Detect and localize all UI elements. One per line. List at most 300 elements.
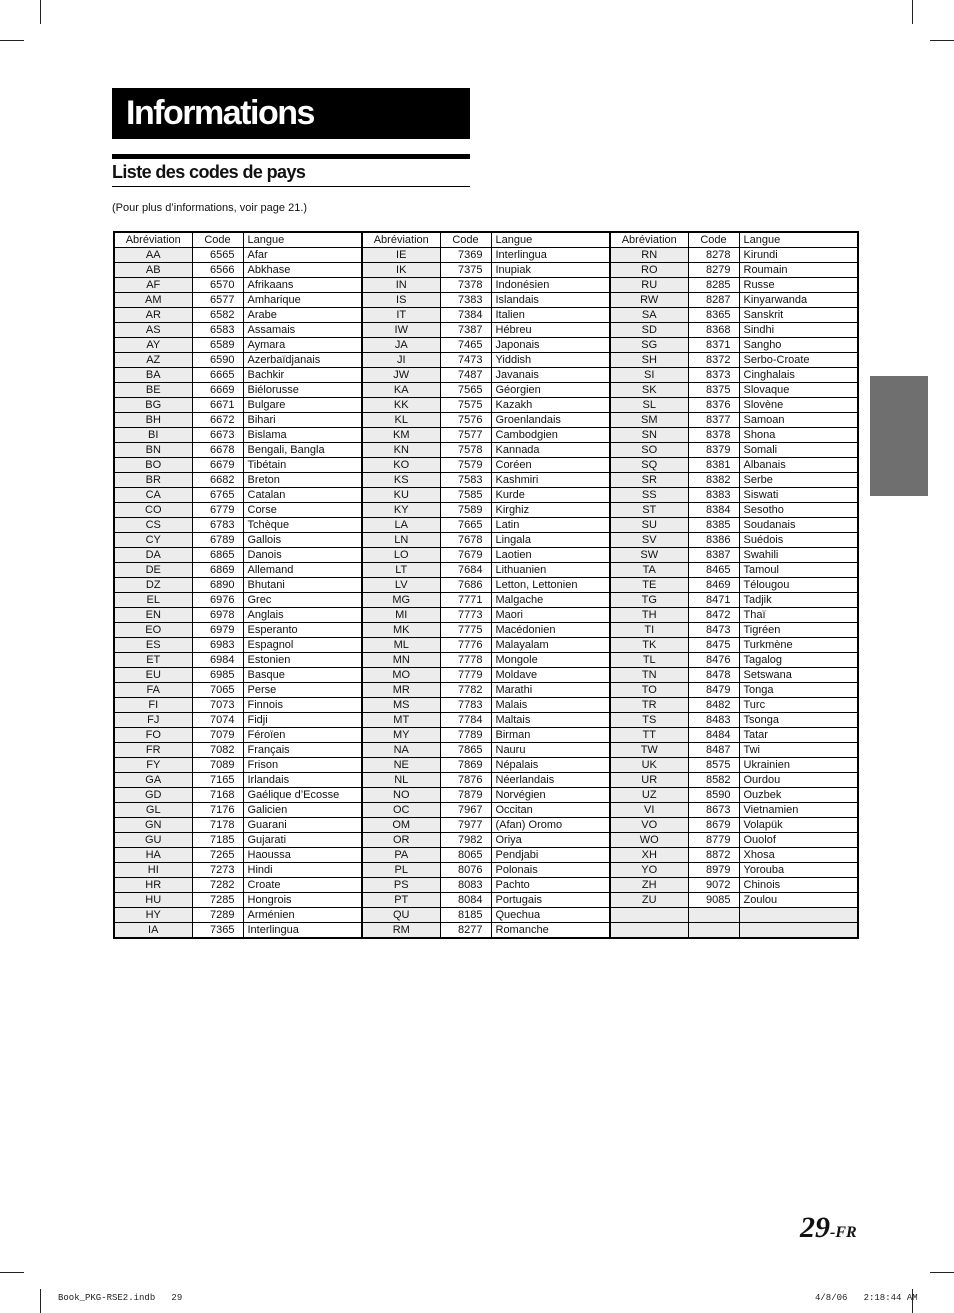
abbreviation-cell: SO bbox=[610, 443, 688, 458]
code-cell: 8487 bbox=[688, 743, 739, 758]
language-cell: Norvégien bbox=[491, 788, 610, 803]
abbreviation-cell: BN bbox=[114, 443, 192, 458]
language-cell: Pendjabi bbox=[491, 848, 610, 863]
language-cell: Sesotho bbox=[739, 503, 858, 518]
crop-mark bbox=[40, 1289, 41, 1313]
code-cell: 7487 bbox=[440, 368, 491, 383]
code-cell: 7185 bbox=[192, 833, 243, 848]
language-cell: Estonien bbox=[243, 653, 362, 668]
footer-file-info: Book_PKG-RSE2.indb 29 bbox=[58, 1293, 183, 1303]
code-cell: 8365 bbox=[688, 308, 739, 323]
code-cell: 8083 bbox=[440, 878, 491, 893]
table-row bbox=[114, 848, 858, 863]
code-cell: 7967 bbox=[440, 803, 491, 818]
code-cell: 8372 bbox=[688, 353, 739, 368]
abbreviation-cell: EU bbox=[114, 668, 192, 683]
section-title: Liste des codes de pays bbox=[112, 162, 306, 182]
table-row bbox=[114, 248, 858, 263]
abbreviation-cell: NL bbox=[362, 773, 440, 788]
abbreviation-cell: TL bbox=[610, 653, 688, 668]
table-row bbox=[114, 698, 858, 713]
code-cell: 7369 bbox=[440, 248, 491, 263]
language-cell: Grec bbox=[243, 593, 362, 608]
language-cell: Bulgare bbox=[243, 398, 362, 413]
code-cell: 7273 bbox=[192, 863, 243, 878]
code-cell: 7565 bbox=[440, 383, 491, 398]
code-cell: 7782 bbox=[440, 683, 491, 698]
abbreviation-cell: OC bbox=[362, 803, 440, 818]
code-cell bbox=[688, 908, 739, 923]
abbreviation-cell: SG bbox=[610, 338, 688, 353]
abbreviation-cell: RW bbox=[610, 293, 688, 308]
language-cell: Tadjik bbox=[739, 593, 858, 608]
abbreviation-cell: FI bbox=[114, 698, 192, 713]
table-row bbox=[114, 548, 858, 563]
abbreviation-cell bbox=[610, 923, 688, 939]
language-cell: Tagalog bbox=[739, 653, 858, 668]
abbreviation-cell: GD bbox=[114, 788, 192, 803]
language-cell: Haoussa bbox=[243, 848, 362, 863]
language-cell: Bihari bbox=[243, 413, 362, 428]
table-row bbox=[114, 488, 858, 503]
code-cell: 6582 bbox=[192, 308, 243, 323]
language-cell: Hongrois bbox=[243, 893, 362, 908]
language-cell: Swahili bbox=[739, 548, 858, 563]
code-cell: 8373 bbox=[688, 368, 739, 383]
language-cell: Catalan bbox=[243, 488, 362, 503]
language-cell: Thaï bbox=[739, 608, 858, 623]
abbreviation-cell: HY bbox=[114, 908, 192, 923]
abbreviation-cell: TR bbox=[610, 698, 688, 713]
code-cell: 8484 bbox=[688, 728, 739, 743]
abbreviation-cell: UK bbox=[610, 758, 688, 773]
abbreviation-cell: AY bbox=[114, 338, 192, 353]
language-cell: Ouolof bbox=[739, 833, 858, 848]
language-cell: Anglais bbox=[243, 608, 362, 623]
table-row bbox=[114, 578, 858, 593]
table-row bbox=[114, 308, 858, 323]
abbreviation-cell: SQ bbox=[610, 458, 688, 473]
abbreviation-cell: KS bbox=[362, 473, 440, 488]
table-row bbox=[114, 668, 858, 683]
code-cell: 7082 bbox=[192, 743, 243, 758]
abbreviation-cell: MG bbox=[362, 593, 440, 608]
language-cell: Malayalam bbox=[491, 638, 610, 653]
code-cell: 7585 bbox=[440, 488, 491, 503]
abbreviation-cell: TA bbox=[610, 563, 688, 578]
abbreviation-cell: HR bbox=[114, 878, 192, 893]
code-cell: 6678 bbox=[192, 443, 243, 458]
code-cell: 7876 bbox=[440, 773, 491, 788]
code-cell: 8277 bbox=[440, 923, 491, 939]
language-cell: Interlingua bbox=[243, 923, 362, 939]
table-row bbox=[114, 653, 858, 668]
code-cell: 8382 bbox=[688, 473, 739, 488]
language-cell: Moldave bbox=[491, 668, 610, 683]
language-cell: Arabe bbox=[243, 308, 362, 323]
language-cell: Soudanais bbox=[739, 518, 858, 533]
abbreviation-cell: DA bbox=[114, 548, 192, 563]
code-cell: 7583 bbox=[440, 473, 491, 488]
code-cell: 8482 bbox=[688, 698, 739, 713]
code-cell: 6583 bbox=[192, 323, 243, 338]
language-cell: Biélorusse bbox=[243, 383, 362, 398]
language-cell: Kinyarwanda bbox=[739, 293, 858, 308]
language-cell: Sindhi bbox=[739, 323, 858, 338]
language-cell: Shona bbox=[739, 428, 858, 443]
language-cell: Galicien bbox=[243, 803, 362, 818]
code-cell: 8375 bbox=[688, 383, 739, 398]
code-cell: 7783 bbox=[440, 698, 491, 713]
table-header-row bbox=[114, 232, 858, 248]
code-cell: 8379 bbox=[688, 443, 739, 458]
code-cell: 8371 bbox=[688, 338, 739, 353]
code-cell: 8679 bbox=[688, 818, 739, 833]
table-row bbox=[114, 908, 858, 923]
abbreviation-cell: LN bbox=[362, 533, 440, 548]
language-cell: Aymara bbox=[243, 338, 362, 353]
abbreviation-cell: KL bbox=[362, 413, 440, 428]
abbreviation-cell: LV bbox=[362, 578, 440, 593]
table-row bbox=[114, 518, 858, 533]
code-cell: 8378 bbox=[688, 428, 739, 443]
header-abbreviation: Abréviation bbox=[114, 232, 192, 248]
language-cell: Bislama bbox=[243, 428, 362, 443]
abbreviation-cell: FJ bbox=[114, 713, 192, 728]
code-cell: 7089 bbox=[192, 758, 243, 773]
header-language: Langue bbox=[491, 232, 610, 248]
language-cell: Géorgien bbox=[491, 383, 610, 398]
language-cell: Yorouba bbox=[739, 863, 858, 878]
language-cell: Suédois bbox=[739, 533, 858, 548]
language-cell: Frison bbox=[243, 758, 362, 773]
abbreviation-cell: SV bbox=[610, 533, 688, 548]
code-cell: 6566 bbox=[192, 263, 243, 278]
language-cell: Nauru bbox=[491, 743, 610, 758]
abbreviation-cell: EL bbox=[114, 593, 192, 608]
abbreviation-cell: SK bbox=[610, 383, 688, 398]
abbreviation-cell: PS bbox=[362, 878, 440, 893]
page-title: Informations bbox=[112, 88, 470, 139]
table-row bbox=[114, 818, 858, 833]
language-cell: Setswana bbox=[739, 668, 858, 683]
code-cell: 6565 bbox=[192, 248, 243, 263]
code-cell: 7073 bbox=[192, 698, 243, 713]
language-cell: Maltais bbox=[491, 713, 610, 728]
code-cell: 7879 bbox=[440, 788, 491, 803]
language-cell: Abkhase bbox=[243, 263, 362, 278]
language-cell: Groenlandais bbox=[491, 413, 610, 428]
abbreviation-cell: BI bbox=[114, 428, 192, 443]
language-cell: Javanais bbox=[491, 368, 610, 383]
language-cell: Lithuanien bbox=[491, 563, 610, 578]
table-row bbox=[114, 683, 858, 698]
language-cell: Danois bbox=[243, 548, 362, 563]
crop-mark bbox=[930, 1272, 954, 1273]
abbreviation-cell: FR bbox=[114, 743, 192, 758]
abbreviation-cell: MR bbox=[362, 683, 440, 698]
table-row bbox=[114, 638, 858, 653]
code-cell: 8872 bbox=[688, 848, 739, 863]
code-cell: 7176 bbox=[192, 803, 243, 818]
abbreviation-cell: EN bbox=[114, 608, 192, 623]
code-cell: 8673 bbox=[688, 803, 739, 818]
code-cell: 8285 bbox=[688, 278, 739, 293]
language-cell: Féroïen bbox=[243, 728, 362, 743]
language-cell: Ourdou bbox=[739, 773, 858, 788]
language-cell: Assamais bbox=[243, 323, 362, 338]
language-cell: Afar bbox=[243, 248, 362, 263]
language-cell: Bachkir bbox=[243, 368, 362, 383]
abbreviation-cell: TW bbox=[610, 743, 688, 758]
language-cell: Romanche bbox=[491, 923, 610, 939]
language-cell: Népalais bbox=[491, 758, 610, 773]
language-cell: Kurde bbox=[491, 488, 610, 503]
abbreviation-cell: PA bbox=[362, 848, 440, 863]
abbreviation-cell: CA bbox=[114, 488, 192, 503]
abbreviation-cell: GN bbox=[114, 818, 192, 833]
abbreviation-cell: FY bbox=[114, 758, 192, 773]
code-cell: 7684 bbox=[440, 563, 491, 578]
language-cell: Albanais bbox=[739, 458, 858, 473]
code-cell: 7378 bbox=[440, 278, 491, 293]
language-cell: Gallois bbox=[243, 533, 362, 548]
language-cell: Samoan bbox=[739, 413, 858, 428]
language-cell: Néerlandais bbox=[491, 773, 610, 788]
abbreviation-cell: OR bbox=[362, 833, 440, 848]
abbreviation-cell: ZH bbox=[610, 878, 688, 893]
abbreviation-cell: MS bbox=[362, 698, 440, 713]
language-cell: Tibétain bbox=[243, 458, 362, 473]
code-cell: 7779 bbox=[440, 668, 491, 683]
abbreviation-cell: TN bbox=[610, 668, 688, 683]
abbreviation-cell: FA bbox=[114, 683, 192, 698]
code-cell: 8471 bbox=[688, 593, 739, 608]
abbreviation-cell: NA bbox=[362, 743, 440, 758]
language-cell: Kirundi bbox=[739, 248, 858, 263]
language-cell: Ouzbek bbox=[739, 788, 858, 803]
code-cell: 6682 bbox=[192, 473, 243, 488]
abbreviation-cell: CS bbox=[114, 518, 192, 533]
language-cell: Mongole bbox=[491, 653, 610, 668]
abbreviation-cell: IW bbox=[362, 323, 440, 338]
footer-timestamp: 4/8/06 2:18:44 AM bbox=[815, 1293, 918, 1303]
code-cell: 8386 bbox=[688, 533, 739, 548]
code-cell: 7577 bbox=[440, 428, 491, 443]
header-code: Code bbox=[440, 232, 491, 248]
code-cell: 7977 bbox=[440, 818, 491, 833]
code-cell: 7178 bbox=[192, 818, 243, 833]
abbreviation-cell: IN bbox=[362, 278, 440, 293]
language-cell: Allemand bbox=[243, 563, 362, 578]
code-cell: 8473 bbox=[688, 623, 739, 638]
language-cell: Bengali, Bangla bbox=[243, 443, 362, 458]
abbreviation-cell: LT bbox=[362, 563, 440, 578]
code-cell: 8377 bbox=[688, 413, 739, 428]
abbreviation-cell: SW bbox=[610, 548, 688, 563]
code-cell: 7679 bbox=[440, 548, 491, 563]
table-row bbox=[114, 788, 858, 803]
code-cell: 6765 bbox=[192, 488, 243, 503]
abbreviation-cell: LO bbox=[362, 548, 440, 563]
code-cell: 7165 bbox=[192, 773, 243, 788]
table-row bbox=[114, 383, 858, 398]
table-row bbox=[114, 803, 858, 818]
abbreviation-cell: TK bbox=[610, 638, 688, 653]
code-cell: 6890 bbox=[192, 578, 243, 593]
country-code-table bbox=[113, 231, 859, 939]
table-row bbox=[114, 563, 858, 578]
code-cell: 6976 bbox=[192, 593, 243, 608]
abbreviation-cell: TG bbox=[610, 593, 688, 608]
abbreviation-cell bbox=[610, 908, 688, 923]
language-cell: Marathi bbox=[491, 683, 610, 698]
language-cell: Coréen bbox=[491, 458, 610, 473]
language-cell: Finnois bbox=[243, 698, 362, 713]
language-cell: Hindi bbox=[243, 863, 362, 878]
language-cell: Tamoul bbox=[739, 563, 858, 578]
table-row bbox=[114, 608, 858, 623]
language-cell: Xhosa bbox=[739, 848, 858, 863]
language-cell: Oriya bbox=[491, 833, 610, 848]
code-cell: 8472 bbox=[688, 608, 739, 623]
abbreviation-cell: SA bbox=[610, 308, 688, 323]
code-cell: 7773 bbox=[440, 608, 491, 623]
abbreviation-cell: MO bbox=[362, 668, 440, 683]
abbreviation-cell: MY bbox=[362, 728, 440, 743]
header-abbreviation: Abréviation bbox=[362, 232, 440, 248]
abbreviation-cell: GA bbox=[114, 773, 192, 788]
language-cell: Sanskrit bbox=[739, 308, 858, 323]
language-cell: Pachto bbox=[491, 878, 610, 893]
code-cell: 6869 bbox=[192, 563, 243, 578]
table-row bbox=[114, 713, 858, 728]
code-cell: 6978 bbox=[192, 608, 243, 623]
language-cell: Italien bbox=[491, 308, 610, 323]
code-cell: 7375 bbox=[440, 263, 491, 278]
language-cell: Sangho bbox=[739, 338, 858, 353]
language-cell: Roumain bbox=[739, 263, 858, 278]
abbreviation-cell: BO bbox=[114, 458, 192, 473]
abbreviation-cell: AS bbox=[114, 323, 192, 338]
abbreviation-cell: JW bbox=[362, 368, 440, 383]
code-cell: 6673 bbox=[192, 428, 243, 443]
abbreviation-cell: TS bbox=[610, 713, 688, 728]
language-cell: Maori bbox=[491, 608, 610, 623]
page-number bbox=[800, 1210, 857, 1251]
code-cell: 6570 bbox=[192, 278, 243, 293]
code-cell: 9085 bbox=[688, 893, 739, 908]
abbreviation-cell: YO bbox=[610, 863, 688, 878]
language-cell: Portugais bbox=[491, 893, 610, 908]
language-cell: Japonais bbox=[491, 338, 610, 353]
section-rule-bottom bbox=[112, 186, 470, 187]
language-cell: Quechua bbox=[491, 908, 610, 923]
abbreviation-cell: CO bbox=[114, 503, 192, 518]
abbreviation-cell: GU bbox=[114, 833, 192, 848]
code-cell: 6589 bbox=[192, 338, 243, 353]
abbreviation-cell: TH bbox=[610, 608, 688, 623]
code-cell: 8478 bbox=[688, 668, 739, 683]
code-cell: 7168 bbox=[192, 788, 243, 803]
language-cell: Macédonien bbox=[491, 623, 610, 638]
language-cell: Turkmène bbox=[739, 638, 858, 653]
side-tab-marker bbox=[870, 376, 928, 496]
abbreviation-cell: KM bbox=[362, 428, 440, 443]
code-cell: 8368 bbox=[688, 323, 739, 338]
language-cell: Laotien bbox=[491, 548, 610, 563]
code-cell: 7079 bbox=[192, 728, 243, 743]
table-row bbox=[114, 593, 858, 608]
table-row bbox=[114, 293, 858, 308]
language-cell: Malgache bbox=[491, 593, 610, 608]
page-number-value: 29 bbox=[800, 1211, 830, 1244]
code-cell: 8383 bbox=[688, 488, 739, 503]
table-row bbox=[114, 833, 858, 848]
table-row bbox=[114, 428, 858, 443]
crop-mark bbox=[912, 0, 913, 24]
language-cell: Polonais bbox=[491, 863, 610, 878]
language-cell: Tatar bbox=[739, 728, 858, 743]
code-cell: 7365 bbox=[192, 923, 243, 939]
language-cell bbox=[739, 923, 858, 939]
abbreviation-cell: JA bbox=[362, 338, 440, 353]
section-rule-top bbox=[112, 154, 470, 159]
code-cell: 7589 bbox=[440, 503, 491, 518]
language-cell: Breton bbox=[243, 473, 362, 488]
header-abbreviation: Abréviation bbox=[610, 232, 688, 248]
code-cell: 6979 bbox=[192, 623, 243, 638]
code-cell: 8076 bbox=[440, 863, 491, 878]
language-cell: Croate bbox=[243, 878, 362, 893]
language-cell: Corse bbox=[243, 503, 362, 518]
language-cell: Français bbox=[243, 743, 362, 758]
abbreviation-cell: CY bbox=[114, 533, 192, 548]
code-cell: 7384 bbox=[440, 308, 491, 323]
abbreviation-cell: RO bbox=[610, 263, 688, 278]
language-cell: Yiddish bbox=[491, 353, 610, 368]
abbreviation-cell: LA bbox=[362, 518, 440, 533]
code-cell: 8387 bbox=[688, 548, 739, 563]
code-cell: 6671 bbox=[192, 398, 243, 413]
table-row bbox=[114, 743, 858, 758]
table-row bbox=[114, 863, 858, 878]
abbreviation-cell: SM bbox=[610, 413, 688, 428]
abbreviation-cell: PT bbox=[362, 893, 440, 908]
abbreviation-cell: MT bbox=[362, 713, 440, 728]
code-cell: 7665 bbox=[440, 518, 491, 533]
language-cell bbox=[739, 908, 858, 923]
code-cell: 7578 bbox=[440, 443, 491, 458]
language-cell: Vietnamien bbox=[739, 803, 858, 818]
language-cell: Kashmiri bbox=[491, 473, 610, 488]
table-row bbox=[114, 323, 858, 338]
abbreviation-cell: BG bbox=[114, 398, 192, 413]
code-cell: 8779 bbox=[688, 833, 739, 848]
code-cell: 7387 bbox=[440, 323, 491, 338]
language-cell: Lingala bbox=[491, 533, 610, 548]
language-cell: Kazakh bbox=[491, 398, 610, 413]
abbreviation-cell: ST bbox=[610, 503, 688, 518]
abbreviation-cell: SS bbox=[610, 488, 688, 503]
code-cell: 7678 bbox=[440, 533, 491, 548]
language-cell: Malais bbox=[491, 698, 610, 713]
language-cell: Turc bbox=[739, 698, 858, 713]
abbreviation-cell: IT bbox=[362, 308, 440, 323]
abbreviation-cell: BR bbox=[114, 473, 192, 488]
language-cell: Kannada bbox=[491, 443, 610, 458]
abbreviation-cell: KY bbox=[362, 503, 440, 518]
